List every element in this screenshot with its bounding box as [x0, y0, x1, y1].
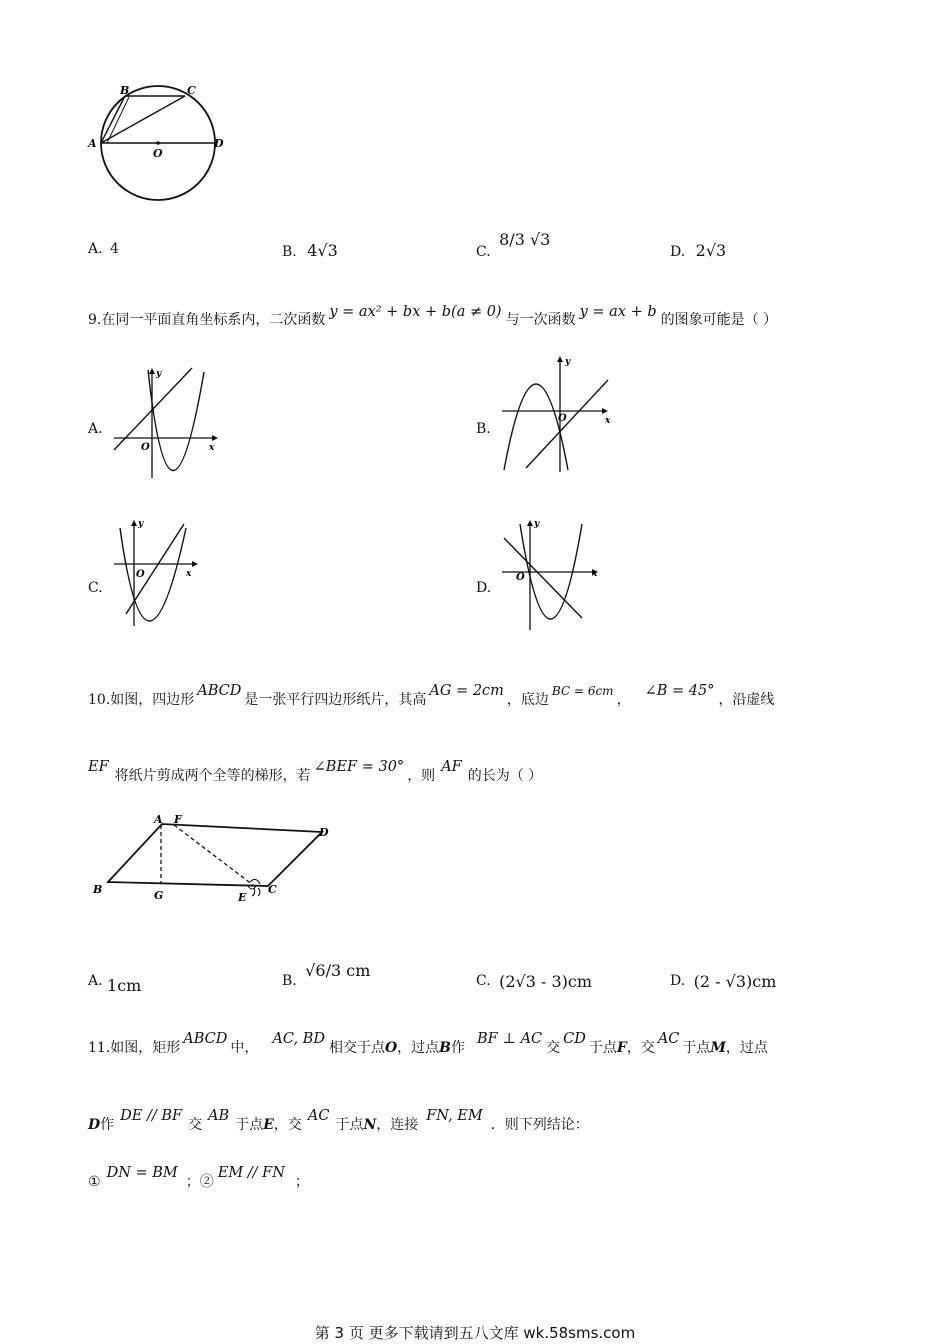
cut-line-EF — [174, 825, 253, 885]
q10-math: AG = 2cm — [429, 683, 504, 699]
axis-label-x: x — [209, 443, 215, 453]
q10-text: ， — [616, 692, 631, 708]
q8-option-b — [282, 241, 338, 260]
q11-text: 作 — [451, 1040, 465, 1056]
label-F: F — [174, 813, 182, 826]
q10-math: BC = 6cm — [551, 684, 614, 698]
q11-stem-line-2 — [88, 1105, 589, 1145]
q9-linear-formula: y = ax + b — [579, 304, 657, 320]
option-label: C. — [476, 973, 491, 989]
option-value: 1cm — [107, 976, 142, 995]
q11-text: 相交于点 — [328, 1040, 385, 1056]
label-C: C — [187, 84, 196, 97]
q11-conclusions-line — [88, 1162, 309, 1202]
option-label: C. — [476, 244, 491, 260]
q11-math: AB — [208, 1108, 230, 1124]
q10-text: 10.如图，四边形 — [88, 692, 195, 708]
q10-parallelogram-figure — [88, 808, 338, 908]
q11-point: M — [710, 1040, 726, 1056]
option-label: B. — [282, 244, 297, 260]
option-value: 8/3 √3 — [499, 230, 551, 249]
q11-point: E — [263, 1117, 274, 1133]
q11-text: ，交 — [273, 1117, 302, 1133]
label-O: O — [153, 147, 163, 160]
axis-label-x: x — [605, 416, 611, 426]
label-B: B — [93, 883, 103, 896]
q11-point: N — [363, 1117, 377, 1133]
origin-label: O — [136, 569, 145, 580]
q11-text: ，交 — [626, 1040, 655, 1056]
center-point — [156, 141, 160, 145]
option-label: A. — [88, 241, 103, 257]
page-footer: 第 3 页 更多下载请到五八文库 wk.58sms.com — [314, 1324, 636, 1342]
origin-label: O — [141, 442, 150, 453]
q11-math: AC — [657, 1031, 680, 1047]
q10-stem-line-2 — [88, 756, 542, 796]
q9-option-d-label: D. — [476, 580, 492, 596]
q10-option-a — [88, 970, 142, 995]
q9-graph-c — [108, 514, 208, 629]
q10-stem-line-1 — [88, 680, 774, 720]
line — [126, 524, 184, 614]
label-A: A — [154, 813, 163, 826]
q11-math: EM // FN — [217, 1165, 285, 1181]
q11-math: DE // BF — [120, 1108, 183, 1124]
parallelogram-ABCD — [108, 824, 322, 886]
q11-text: 于点 — [335, 1117, 364, 1133]
q10-option-b — [282, 955, 371, 989]
q11-math: FN, EM — [426, 1108, 483, 1124]
q11-point: D — [88, 1117, 101, 1133]
option-label: D. — [670, 973, 686, 989]
q9-stem-text-1: 9.在同一平面直角坐标系内，二次函数 — [88, 312, 326, 328]
line — [526, 380, 608, 468]
q10-math: AF — [441, 759, 462, 775]
x-arrow — [212, 435, 218, 441]
q10-math: EF — [88, 759, 109, 775]
conclusion-1-marker: ① — [88, 1174, 101, 1190]
option-value: (2√3 - 3)cm — [499, 972, 593, 991]
q11-math: AC, BD — [272, 1031, 325, 1047]
q8-circle-figure — [85, 80, 235, 205]
axis-label-y: y — [534, 519, 540, 529]
q10-text: 是一张平行四边形纸片，其高 — [244, 692, 427, 708]
axis-label-y: y — [565, 357, 571, 367]
q9-stem-text-3: 的图象可能是（ ） — [660, 312, 778, 328]
q11-point: B — [439, 1040, 451, 1056]
q10-text: 的长为（ ） — [467, 768, 543, 784]
axis-label-y: y — [156, 369, 162, 379]
q8-option-d — [670, 241, 726, 260]
option-value: 4 — [110, 241, 119, 257]
label-E: E — [238, 891, 247, 904]
q11-math: ABCD — [183, 1031, 228, 1047]
q10-math: ∠BEF = 30° — [313, 759, 405, 775]
origin-label: O — [558, 413, 567, 424]
axis-label-x: x — [592, 569, 598, 579]
y-arrow — [527, 520, 533, 526]
label-D: D — [214, 137, 224, 150]
q11-text: 中， — [230, 1040, 259, 1056]
y-arrow — [131, 520, 137, 526]
q9-stem-text-2: 与一次函数 — [505, 312, 576, 328]
q11-point: F — [616, 1040, 627, 1056]
y-arrow — [149, 368, 155, 374]
label-G: G — [154, 889, 164, 902]
label-B: B — [120, 84, 130, 97]
label-A: A — [88, 137, 97, 150]
q11-text: 于点 — [588, 1040, 617, 1056]
label-D: D — [319, 826, 329, 839]
option-value: √6/3 cm — [305, 961, 371, 980]
q11-math: DN = BM — [106, 1165, 178, 1181]
q11-text: ，过点 — [725, 1040, 768, 1056]
chord-AB-inner — [107, 97, 129, 143]
q10-math: ∠B = 45° — [644, 683, 715, 699]
q9-stem — [88, 300, 777, 340]
q10-option-c — [476, 970, 592, 989]
x-arrow — [602, 408, 608, 414]
q10-text: ，底边 — [506, 692, 549, 708]
q10-text: 将纸片剪成两个全等的梯形，若 — [114, 768, 311, 784]
option-label: A. — [88, 973, 103, 989]
q10-math: ABCD — [197, 683, 242, 699]
q10-text: ，沿虚线 — [718, 692, 775, 708]
q9-option-b-label: B. — [476, 421, 491, 437]
q11-math: CD — [563, 1031, 586, 1047]
q11-point: O — [384, 1040, 398, 1056]
q11-text: 交 — [546, 1040, 561, 1056]
axis-label-x: x — [186, 569, 192, 579]
q8-option-a — [88, 241, 119, 257]
q9-option-c-label: C. — [88, 580, 103, 596]
label-C: C — [268, 883, 277, 896]
q11-stem-line-1 — [88, 1028, 768, 1068]
q9-graph-d — [498, 514, 608, 632]
q9-graph-b — [498, 352, 618, 474]
q10-text: ，则 — [407, 768, 436, 784]
option-label: D. — [670, 244, 686, 260]
q11-text: 作 — [100, 1117, 115, 1133]
option-value: (2 - √3)cm — [693, 972, 777, 991]
q11-text: ； — [294, 1174, 309, 1190]
q11-text: ，过点 — [397, 1040, 440, 1056]
q11-text: 于点 — [682, 1040, 711, 1056]
origin-label: O — [516, 572, 525, 583]
q11-text: 于点 — [235, 1117, 264, 1133]
axis-label-y: y — [138, 519, 144, 529]
y-arrow — [557, 356, 563, 362]
option-value: 4√3 — [307, 241, 338, 260]
q11-text: 11.如图，矩形 — [88, 1040, 181, 1056]
option-value: 2√3 — [695, 241, 727, 260]
q10-option-d — [670, 970, 776, 989]
q8-option-c — [476, 216, 551, 260]
q11-math: AC — [307, 1108, 330, 1124]
q9-quadratic-formula: y = ax² + bx + b(a ≠ 0) — [329, 304, 502, 320]
q11-text: ，连接 — [376, 1117, 419, 1133]
q11-text: ；② — [185, 1174, 214, 1190]
q11-text: ．则下列结论： — [490, 1117, 589, 1133]
q9-option-a-label: A. — [88, 421, 103, 437]
q11-text: 交 — [188, 1117, 203, 1133]
q9-graph-a — [108, 362, 223, 480]
q11-math: BF ⊥ AC — [477, 1031, 543, 1047]
option-label: B. — [282, 973, 297, 989]
x-arrow — [192, 561, 198, 567]
